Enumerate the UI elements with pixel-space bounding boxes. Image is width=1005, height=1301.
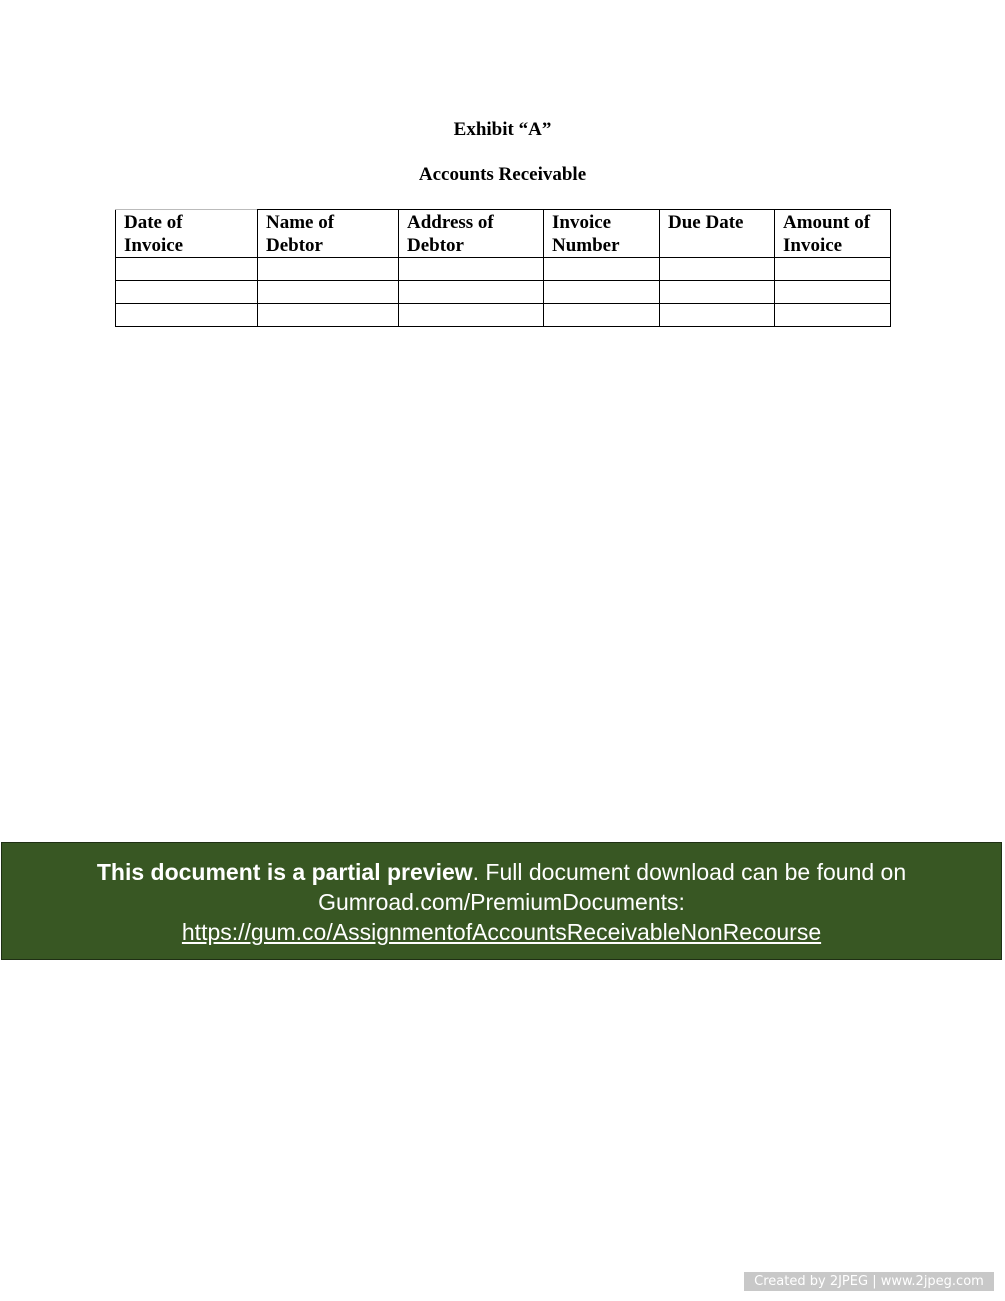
download-link[interactable]: https://gum.co/AssignmentofAccountsReceivableNonRecourse [181,919,822,945]
banner-bold-text: This document is a partial preview [96,859,473,885]
table-cell [116,258,258,281]
table-cell [660,304,775,327]
table-cell [775,304,891,327]
column-header-name-of-debtor: Name of Debtor [258,210,399,258]
column-header-date-of-invoice: Date of Invoice [116,210,258,258]
column-header-amount-of-invoice: Amount of Invoice [775,210,891,258]
accounts-receivable-table [115,209,891,327]
table-cell [660,281,775,304]
table-cell [660,258,775,281]
banner-line-1 [2,857,1001,887]
table-cell [116,281,258,304]
table-cell [399,258,544,281]
table-row [116,304,891,327]
exhibit-title: Exhibit “A” [453,119,552,140]
table-cell [544,258,660,281]
table-cell [399,304,544,327]
banner-text: . Full document download can be found on [472,859,907,885]
table-cell [544,281,660,304]
table-cell [775,258,891,281]
section-title: Accounts Receivable [418,164,587,185]
table-cell [258,304,399,327]
column-header-due-date: Due Date [660,210,775,258]
table-cell [775,281,891,304]
table-cell [399,281,544,304]
table-cell [258,258,399,281]
partial-preview-banner [1,842,1002,960]
2jpeg-watermark: Created by 2JPEG | www.2jpeg.com [744,1272,994,1291]
table-cell [544,304,660,327]
table-cell [116,304,258,327]
table-row [116,281,891,304]
column-header-invoice-number: Invoice Number [544,210,660,258]
table-row [116,258,891,281]
column-header-address-of-debtor: Address of Debtor [399,210,544,258]
table-cell [258,281,399,304]
table-header-row [116,210,891,258]
banner-line-2: Gumroad.com/PremiumDocuments: [318,889,685,915]
